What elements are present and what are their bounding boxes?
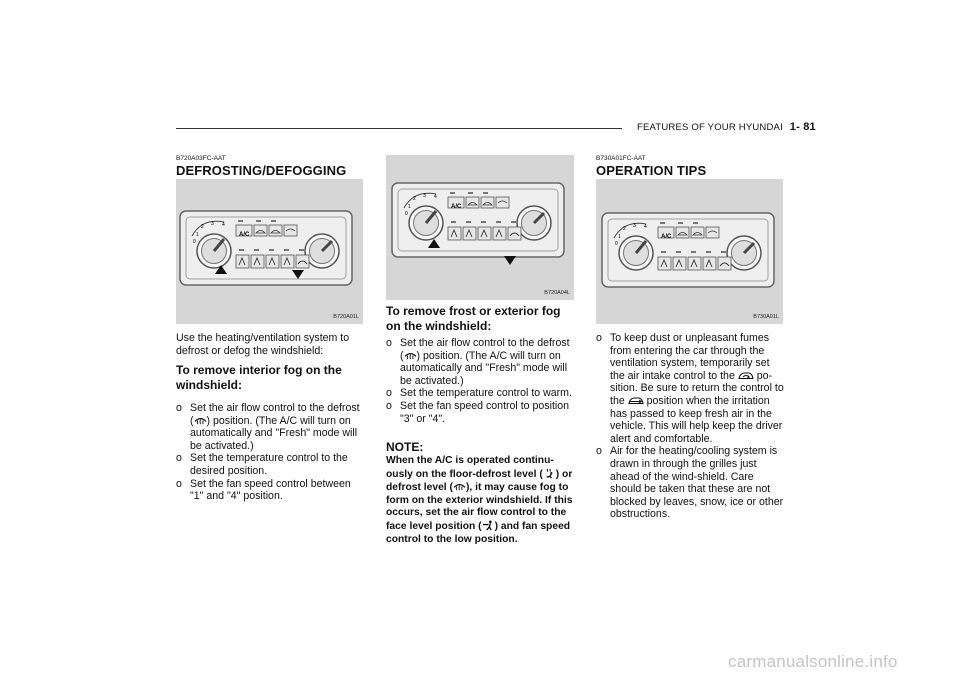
section-title: DEFROSTING/DEFOGGING <box>176 163 347 178</box>
list-item: o Set the air flow control to the defrost ( ) position. (The A/C will turn on automatically and "Fresh" mode will be activated.) <box>386 337 570 387</box>
header-rule <box>176 128 622 129</box>
page-number: 1- 81 <box>789 121 816 133</box>
list-item: o Air for the heating/cooling system is drawn in through the grilles just ahead of the wind-shield. Care should be taken that these are not blocked by leaves, snow, ice or other obstructions. <box>596 445 784 521</box>
dial-number: 4 <box>434 194 437 200</box>
list-item: o Set the air flow control to the defrost ( ) position. (The A/C will turn on automatically and "Fresh" mode will be activated.) <box>176 402 360 452</box>
dial-number: 4 <box>222 222 225 228</box>
list-item: o Set the fan speed control between "1" and "4" position. <box>176 477 351 503</box>
dial-number: 0 <box>193 239 196 245</box>
dial-number: 3 <box>423 193 426 199</box>
figure-label: B730A01L <box>753 314 779 320</box>
figure-label: B720A04L <box>544 290 570 296</box>
watermark: carmanualsonline.info <box>728 652 898 671</box>
section-code: B720A03FC-AAT <box>176 155 226 162</box>
dial-number: 3 <box>211 221 214 227</box>
subhead-exterior-fog: To remove frost or exterior fog on the windshield: <box>386 304 561 333</box>
control-panel-illustration <box>386 155 574 300</box>
section-code: B730A01FC-AAT <box>596 155 646 162</box>
defrost-icon <box>453 481 466 492</box>
panel-ac-label: A/C <box>451 204 462 210</box>
dial-number: 1 <box>408 204 411 210</box>
figure-label: B720A01L <box>333 314 359 320</box>
list-item: o Set the temperature control to warm. <box>386 387 572 400</box>
intro-paragraph: Use the heating/ventilation system to defrost or defog the windshield: <box>176 332 350 357</box>
dial-number: 1 <box>196 232 199 238</box>
running-header <box>637 121 816 133</box>
panel-ac-label: A/C <box>239 232 250 238</box>
bullet-list-tips <box>596 332 784 521</box>
dial-number: 2 <box>201 224 204 230</box>
note-title: NOTE: <box>386 440 424 454</box>
list-item: o Set the temperature control to the desired position. <box>176 452 348 477</box>
defrost-icon <box>404 350 417 361</box>
defrost-icon <box>194 415 207 426</box>
control-panel-illustration <box>176 179 363 324</box>
subhead-interior-fog: To remove interior fog on the windshield: <box>176 363 342 392</box>
section-title: OPERATION TIPS <box>596 163 707 178</box>
dial-number: 2 <box>623 226 626 232</box>
figure-exterior-defrost-panel <box>386 155 574 300</box>
figure-operation-tips-panel <box>596 179 783 324</box>
dial-number: 1 <box>618 234 621 240</box>
bullet-list-exterior <box>386 337 574 425</box>
dial-number: 3 <box>633 223 636 229</box>
panel-ac-label: A/C <box>661 234 672 240</box>
fresh-air-icon <box>628 395 644 406</box>
bullet-list-interior <box>176 402 363 503</box>
control-panel-illustration <box>596 179 783 324</box>
dial-number: 0 <box>405 211 408 217</box>
list-item: o Set the fan speed control to position "3" or "4". <box>386 399 570 425</box>
dial-number: 0 <box>615 241 618 247</box>
recirculate-icon <box>738 370 754 381</box>
floor-defrost-icon <box>543 468 556 479</box>
note-body: When the A/C is operated continu-ously on the floor-defrost level ( ) or defrost level ( ), it may cause fog to form on the exterior windshield. If this occurs, set the air flow control to the face level position ( ) and fan speed control to the low position. <box>386 455 573 545</box>
figure-defrost-panel <box>176 179 363 324</box>
dial-number: 2 <box>413 196 416 202</box>
section-name: FEATURES OF YOUR HYUNDAI <box>637 122 783 133</box>
face-level-icon <box>482 520 495 531</box>
dial-number: 4 <box>644 224 647 230</box>
list-item: o To keep dust or unpleasant fumes from entering the car through the ventilation system, temporarily set the air intake control to the po-sition. Be sure to return the control to the position when the irritation has passed to keep fresh air in the vehicle. This will help keep the driver alert and comfortable. <box>596 332 784 445</box>
